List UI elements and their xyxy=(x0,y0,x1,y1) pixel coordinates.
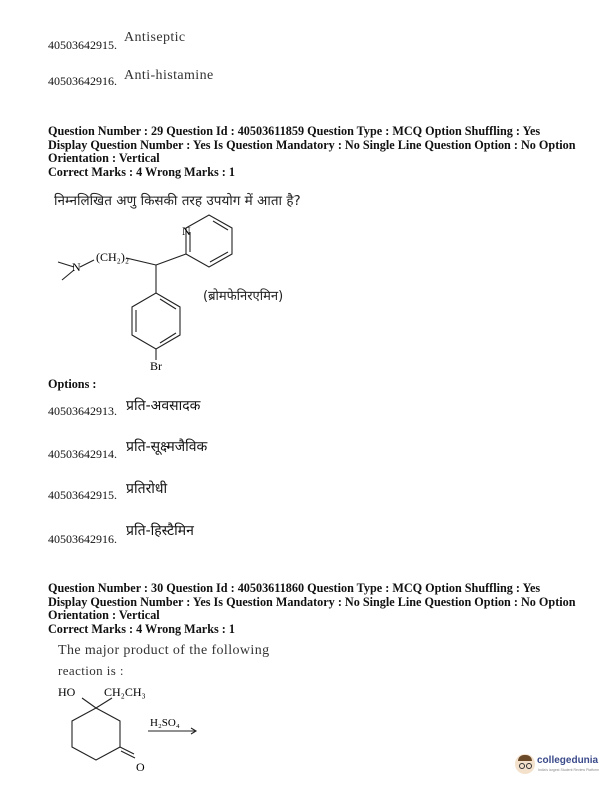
option-id: 40503642913. xyxy=(48,404,117,418)
option-id: 40503642915. xyxy=(48,38,117,52)
reagent-label: H₂SO₄ xyxy=(150,717,180,729)
meta-line: Display Question Number : Yes Is Question Mandatory : No Single Line Question Option : No Option xyxy=(48,137,576,152)
marks-line: Correct Marks : 4 Wrong Marks : 1 xyxy=(48,621,235,636)
question-30-line1: The major product of the following xyxy=(58,643,270,658)
option-text: Antiseptic xyxy=(124,30,186,45)
reaction-structure xyxy=(50,680,220,790)
option-text: प्रति-सूक्ष्मजैविक xyxy=(126,439,208,455)
meta-line: Display Question Number : Yes Is Question Mandatory : No Single Line Question Option : No Option xyxy=(48,594,576,609)
brand-tagline: India's largest Student Review Platform xyxy=(538,768,599,772)
meta-line: Question Number : 30 Question Id : 40503611860 Question Type : MCQ Option Shuffling : Yes xyxy=(48,581,541,595)
amine-nitrogen-label: N xyxy=(72,260,81,274)
ring-nitrogen-label: N xyxy=(182,224,191,238)
carbonyl-oxygen-label: O xyxy=(136,760,145,774)
collegedunia-logo xyxy=(515,752,597,778)
ethyl-label: CH₂CH₃ xyxy=(104,685,146,699)
compound-name: (ब्रोमफेनिरएमिन) xyxy=(203,289,284,304)
marks-line: Correct Marks : 4 Wrong Marks : 1 xyxy=(48,164,235,179)
option-text: Anti-histamine xyxy=(124,68,214,83)
option-id: 40503642916. xyxy=(48,532,117,546)
option-id: 40503642914. xyxy=(48,447,117,461)
options-label: Options : xyxy=(48,377,97,391)
meta-line: Question Number : 29 Question Id : 40503611859 Question Type : MCQ Option Shuffling : Yes xyxy=(48,124,541,138)
question-29-text: निम्नलिखित अणु किसकी तरह उपयोग में आता है? xyxy=(54,193,301,209)
question-30-meta xyxy=(48,582,576,636)
question-30-line2: reaction is : xyxy=(58,663,124,678)
option-id: 40503642916. xyxy=(48,74,117,88)
brand-name: collegedunia xyxy=(537,755,599,766)
question-29-meta xyxy=(48,125,576,179)
option-text: प्रति-हिस्टैमिन xyxy=(126,523,194,539)
option-text: प्रति-अवसादक xyxy=(126,398,201,414)
ch2-label: (CH₂)₂ xyxy=(96,250,130,264)
hydroxyl-label: HO xyxy=(58,685,76,699)
option-text: प्रतिरोधी xyxy=(126,481,168,497)
option-id: 40503642915. xyxy=(48,488,117,502)
bromine-label: Br xyxy=(150,359,162,373)
mascot-icon xyxy=(515,754,535,774)
meta-line: Orientation : Vertical xyxy=(48,608,160,622)
meta-line: Orientation : Vertical xyxy=(48,151,160,165)
